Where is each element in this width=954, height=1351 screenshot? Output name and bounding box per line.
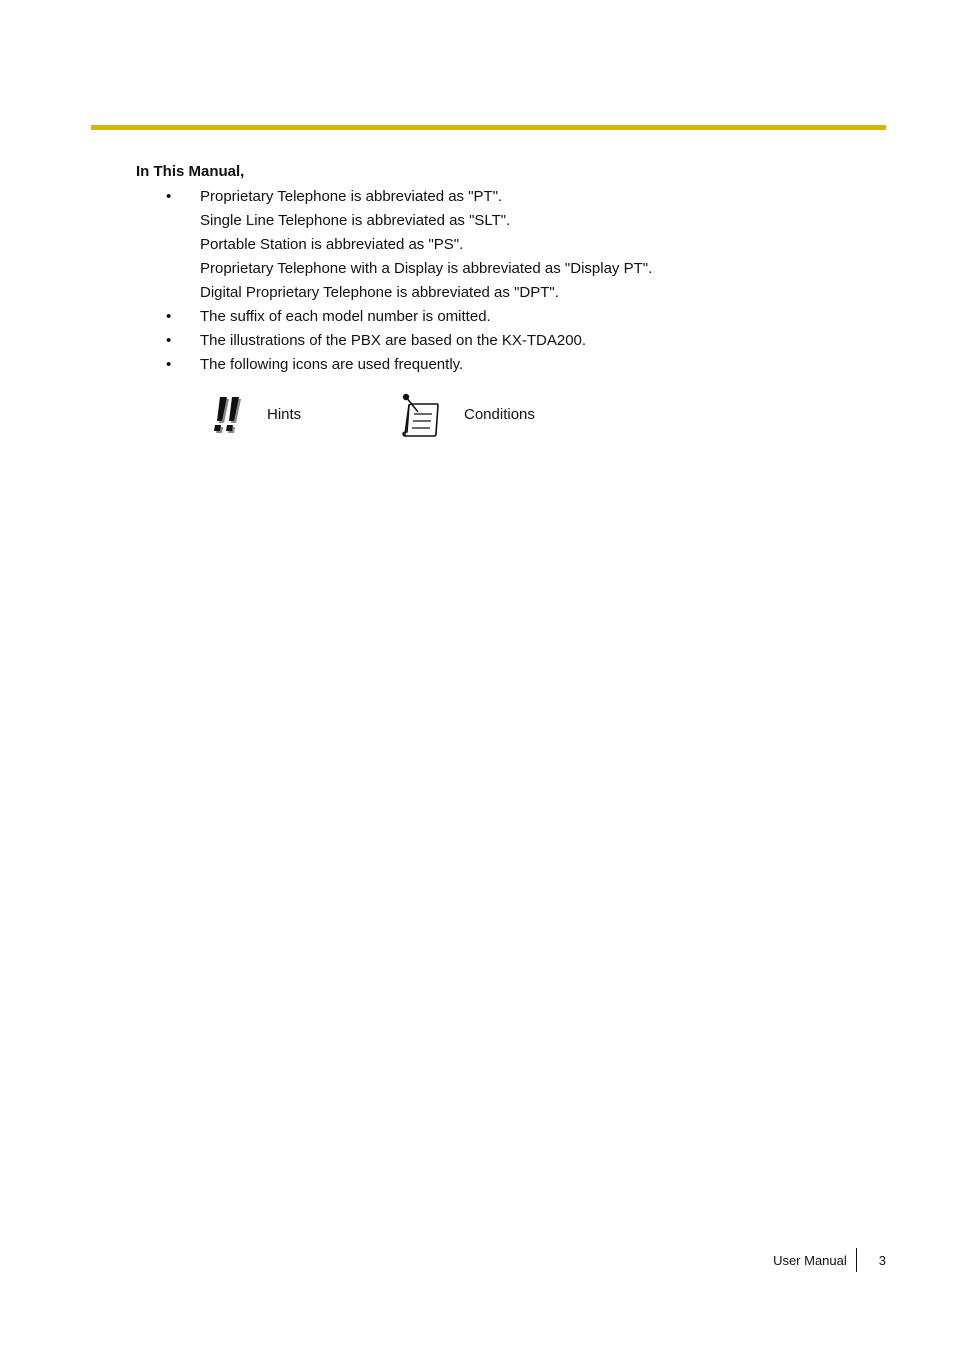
list-item-line: Portable Station is abbreviated as "PS". bbox=[200, 236, 464, 253]
bullet-glyph: • bbox=[166, 332, 172, 349]
list-item-line: Proprietary Telephone with a Display is abbreviated as "Display PT". bbox=[200, 260, 653, 277]
section-heading: In This Manual, bbox=[136, 163, 245, 180]
list-item-line: Single Line Telephone is abbreviated as "SLT". bbox=[200, 212, 511, 229]
page-footer bbox=[773, 1248, 886, 1272]
list-item bbox=[166, 329, 846, 353]
bullet-list bbox=[166, 185, 846, 377]
list-item-line: Proprietary Telephone is abbreviated as "PT". bbox=[200, 188, 503, 205]
list-item-line: The suffix of each model number is omitted. bbox=[200, 308, 491, 325]
hints-label: Hints bbox=[267, 406, 302, 423]
bullet-glyph: • bbox=[166, 188, 172, 205]
bullet-glyph: • bbox=[166, 308, 172, 325]
list-item bbox=[166, 353, 846, 377]
bullet-glyph: • bbox=[166, 356, 172, 373]
list-item bbox=[166, 185, 846, 305]
pinned-note-icon bbox=[400, 392, 442, 438]
header-rule bbox=[91, 125, 886, 130]
double-exclamation-icon bbox=[212, 397, 246, 435]
page-number: 3 bbox=[878, 1252, 886, 1268]
list-item-line: The following icons are used frequently. bbox=[200, 356, 464, 373]
list-item-line: The illustrations of the PBX are based on the KX-TDA200. bbox=[200, 332, 587, 349]
icon-legend bbox=[212, 392, 612, 438]
footer-doc-name: User Manual bbox=[773, 1252, 847, 1268]
list-item-line: Digital Proprietary Telephone is abbreviated as "DPT". bbox=[200, 284, 559, 301]
conditions-label: Conditions bbox=[464, 406, 535, 423]
list-item bbox=[166, 305, 846, 329]
